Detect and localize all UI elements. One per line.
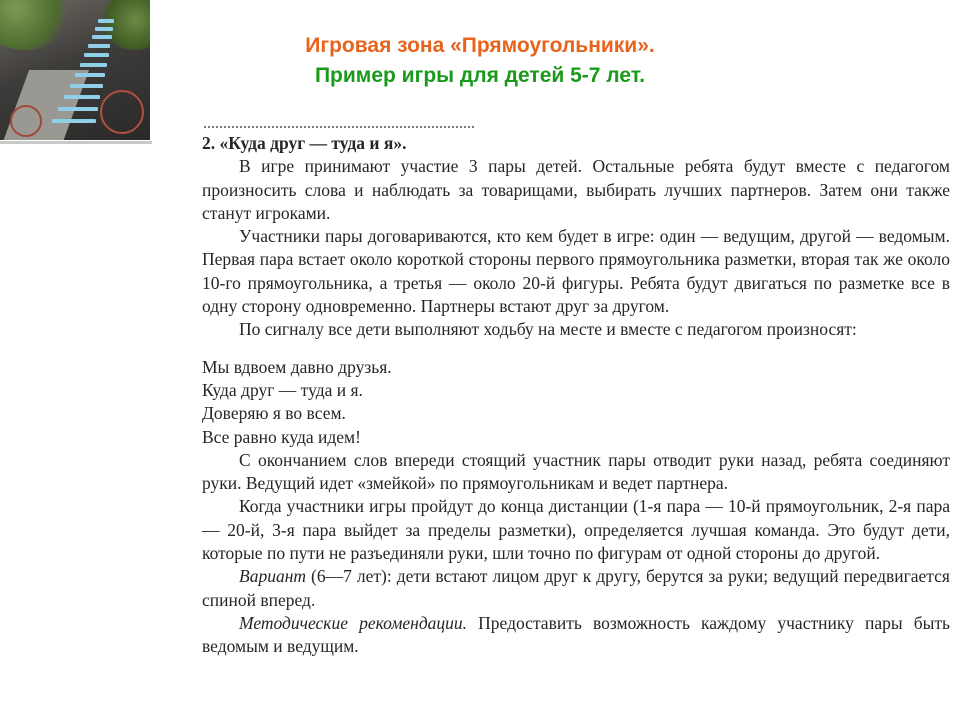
scanned-page bbox=[196, 122, 960, 720]
track-rectangle bbox=[75, 73, 105, 77]
paragraph-finish: Когда участники игры пройдут до конца дистанции (1-я пара — 10-й прямоугольник, 2-я пара — 20-й, 3-я пара выйдет за пределы разметки), определяется лучшая команда. Это будут дети, которые по пути не разъединяли руки, шли точно по фигурам от одной стороны до другой. bbox=[202, 496, 950, 564]
painted-circle bbox=[100, 90, 144, 134]
page-title: Игровая зона «Прямоугольники». bbox=[305, 34, 655, 57]
track-rectangle bbox=[84, 53, 109, 57]
track-rectangle bbox=[70, 84, 103, 88]
recommendations-label: Методические рекомендации. bbox=[239, 612, 468, 633]
track-rectangle bbox=[92, 35, 112, 39]
poem-line: Доверяю я во всем. bbox=[202, 403, 346, 424]
photo-divider bbox=[0, 141, 152, 144]
paragraph-recommendations bbox=[202, 612, 950, 659]
poem-line: Куда друг — туда и я. bbox=[202, 379, 363, 400]
painted-circle bbox=[10, 105, 42, 137]
game-description bbox=[202, 132, 950, 659]
track-rectangle bbox=[58, 107, 98, 111]
paragraph-roles: Участники пары договариваются, кто кем будет в игре: один — ведущим, другой — ведомым. Первая пара встает около короткой стороны первого прямоугольника разметки, вторая так же около 10-го прямоугольника, а третья — около 20-й фигуры. Ребята будут двигаться по разметке все в одну сторону одновременно. Партнеры встают друг за другом. bbox=[202, 226, 950, 317]
variant-label: Вариант bbox=[239, 566, 307, 587]
track-rectangle bbox=[52, 119, 96, 123]
track-rectangle bbox=[80, 63, 107, 67]
paragraph-snake: С окончанием слов впереди стоящий участник пары отводит руки назад, ребята соединяют руки. Ведущий идет «змейкой» по прямоугольникам и ведет партнера. bbox=[202, 449, 950, 494]
poem-line: Мы вдвоем давно друзья. bbox=[202, 356, 392, 377]
poem-line: Все равно куда идем! bbox=[202, 426, 361, 447]
playground-track-photo bbox=[0, 0, 150, 140]
track-rectangle bbox=[64, 95, 100, 99]
variant-text: (6—7 лет): дети встают лицом друг к другу, берутся за руки; ведущий передвигается спиной вперед. bbox=[202, 566, 950, 610]
track-rectangle bbox=[88, 44, 110, 48]
paragraph-variant bbox=[202, 565, 950, 612]
track-rectangle bbox=[98, 19, 114, 23]
paragraph-participants: В игре принимают участие 3 пары детей. Остальные ребята будут вместе с педагогом произносить слова и наблюдать за товарищами, выбирать лучших партнеров. Затем они также станут игроками. bbox=[202, 156, 950, 223]
track-rectangle bbox=[95, 27, 113, 31]
recommendations-text: Предоставить возможность каждому участнику пары быть ведомым и ведущим. bbox=[202, 612, 950, 657]
paragraph-signal: По сигналу все дети выполняют ходьбу на месте и вместе с педагогом произносят: bbox=[239, 319, 857, 340]
page-subtitle: Пример игры для детей 5-7 лет. bbox=[314, 64, 646, 87]
game-heading: 2. «Куда друг — туда и я». bbox=[202, 133, 407, 153]
